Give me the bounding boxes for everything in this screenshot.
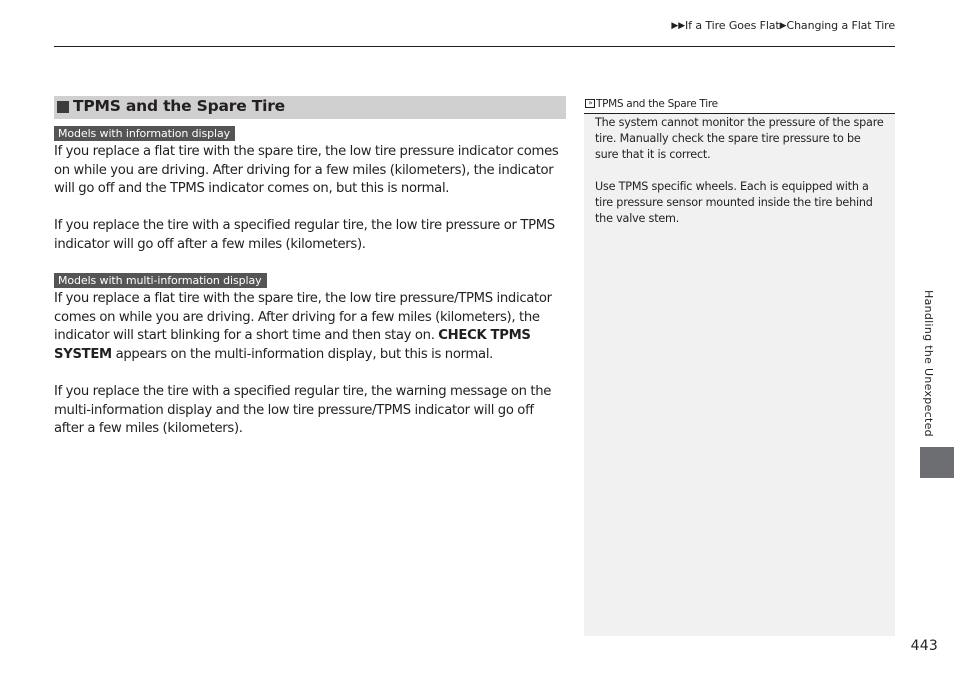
section-square-icon [57,101,69,113]
model-tag-multi-information-display: Models with multi-information display [54,273,267,288]
section-heading-bar [54,96,566,119]
chapter-label: Handling the Unexpected [922,290,935,437]
header-divider [54,46,895,47]
multi-display-text-after: appears on the multi-information display, but this is normal. [111,346,494,362]
sidebar-heading-text[interactable]: TPMS and the Spare Tire [596,98,718,110]
multi-display-paragraph-1 [54,290,566,364]
page-number: 443 [910,638,938,654]
section-title: TPMS and the Spare Tire [73,97,285,115]
info-display-paragraph-2: If you replace the tire with a specified regular tire, the low tire pressure or TPMS indicator will go off after a few miles (kilometers). [54,218,555,252]
breadcrumb-current: Changing a Flat Tire [786,19,895,32]
multi-display-text-before: If you replace a flat tire with the spare tire, the low tire pressure/TPMS indicator comes on while you are driving. After driving for a few miles (kilometers), the indicator will start blinking for a short time and then stay on. [54,291,552,343]
sidebar-paragraph-2: Use TPMS specific wheels. Each is equipped with a tire pressure sensor mounted inside the tire behind the valve stem. [595,180,873,225]
model-tag-information-display: Models with information display [54,126,235,141]
breadcrumb [671,19,895,32]
reference-icon: » [585,99,595,108]
breadcrumb-separator-icon: ▶ [779,21,787,31]
breadcrumb-arrow-icon: ▶▶ [671,21,686,31]
chapter-tab[interactable] [920,447,954,478]
reference-sidebar [584,96,895,636]
sidebar-paragraph-1: The system cannot monitor the pressure of the spare tire. Manually check the spare tire pressure to be sure that it is correct. [595,116,884,161]
info-display-paragraph-1: If you replace a flat tire with the spare tire, the low tire pressure indicator comes on while you are driving. After driving for a few miles (kilometers), the indicator will go off and the TPMS indicator comes on, but this is normal. [54,144,559,196]
sidebar-heading [584,96,895,114]
breadcrumb-parent[interactable]: If a Tire Goes Flat [685,19,780,32]
multi-display-paragraph-2: If you replace the tire with a specified regular tire, the warning message on the multi-information display and the low tire pressure/TPMS indicator will go off after a few miles (kilometers). [54,384,552,436]
check-tpms-system-message: CHECK TPMS SYSTEM [54,328,531,362]
